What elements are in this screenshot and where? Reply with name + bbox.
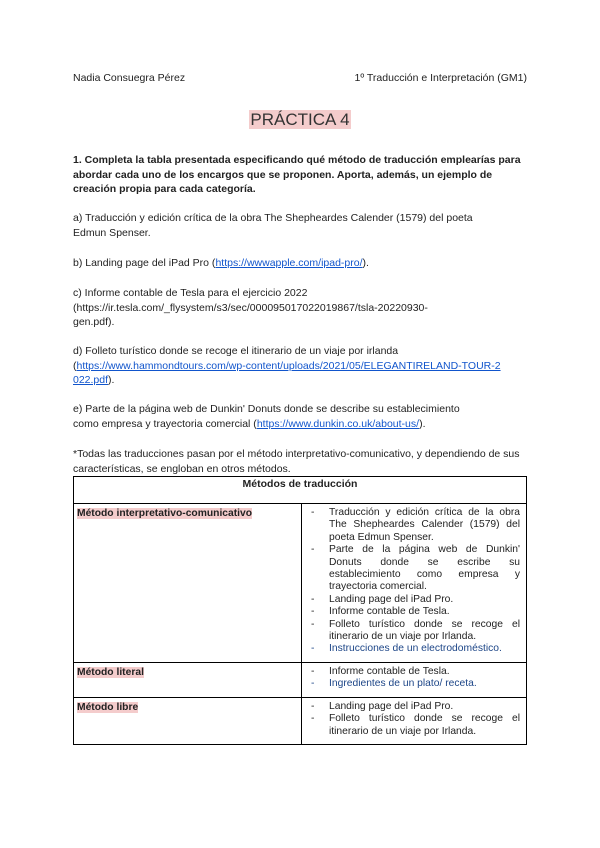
table-header: Métodos de traducción [74, 477, 527, 504]
list-item: - Landing page del iPad Pro. [308, 701, 520, 713]
item-b [73, 256, 533, 271]
method-label: Método libre [77, 701, 139, 713]
method-cell [74, 504, 302, 663]
item-e-link[interactable]: https://www.dunkin.co.uk/about-us/ [256, 417, 420, 430]
item-b-link[interactable]: https://wwwapple.com/ipad-pro/ [215, 257, 363, 269]
item-c [73, 286, 533, 330]
page-title [0, 110, 600, 130]
item-d [73, 344, 533, 388]
item-e-line1: e) Parte de la página web de Dunkin' Donuts donde se describe su establecimiento [73, 403, 460, 415]
examples-cell [302, 697, 527, 744]
item-e [73, 402, 533, 431]
table-header-row [74, 477, 527, 504]
list-item: - Instrucciones de un electrodoméstico. [308, 643, 520, 655]
item-d-open: ( [73, 359, 77, 372]
list-item: - Folleto turístico donde se recoge el itinerario de un viaje por Irlanda. [308, 619, 520, 644]
list-item: - Landing page del iPad Pro. [308, 594, 520, 606]
item-d-link-part2[interactable]: 022.pdf [73, 374, 109, 386]
list-item: - Informe contable de Tesla. [308, 666, 520, 678]
method-cell [74, 662, 302, 697]
item-b-text: b) Landing page del iPad Pro ( [73, 257, 216, 269]
header-author: Nadia Consuegra Pérez [73, 72, 186, 84]
item-d-link-part1[interactable]: https://www.hammondtours.com/wp-content/uploads/2021/05/ELEGANTIRELAND-TOUR-2 [76, 359, 501, 372]
list-item: - Traducción y edición crítica de la obra The Shepheardes Calender (1579) del poeta Edmun Spenser. [308, 507, 520, 544]
table-row [74, 662, 527, 697]
list-item: - Ingredientes de un plato/ receta. [308, 678, 520, 690]
list-item: - Parte de la página web de Dunkin' Donuts donde se escribe su establecimiento como empresa y trayectoria comercial. [308, 544, 520, 594]
list-item: - Folleto turístico donde se recoge el itinerario de un viaje por Irlanda. [308, 713, 520, 738]
item-c-line3: gen.pdf). [73, 316, 115, 328]
item-d-close: ). [108, 374, 115, 386]
list-item: - Informe contable de Tesla. [308, 606, 520, 618]
header-course: 1º Traducción e Interpretación (GM1) [354, 72, 527, 84]
examples-cell [302, 504, 527, 663]
item-a: a) Traducción y edición crítica de la obra The Shepheardes Calender (1579) del poeta Edmun Spenser. [73, 212, 473, 239]
examples-cell [302, 662, 527, 697]
item-c-line1: c) Informe contable de Tesla para el ejercicio 2022 [73, 287, 308, 299]
item-c-line2: (https://ir.tesla.com/_flysystem/s3/sec/000095017022019867/tsla-20220930- [73, 301, 428, 314]
method-label: Método interpretativo-comunicativo [77, 508, 253, 519]
table-row [74, 697, 527, 744]
item-b-end: ). [362, 257, 369, 269]
method-cell [74, 697, 302, 744]
page-title-text: PRÁCTICA 4 [250, 110, 350, 129]
table-row [74, 504, 527, 663]
question-1: 1. Completa la tabla presentada especificando qué método de traducción emplearías para abordar cada uno de los encargos que se proponen. Aporta, además, un ejemplo de creación propia para cada categoría. [73, 154, 521, 195]
item-e-text: como empresa y trayectoria comercial ( [73, 417, 257, 430]
item-e-end: ). [419, 417, 426, 430]
footnote: *Todas las traducciones pasan por el método interpretativo-comunicativo, y dependiendo de sus características, se engloban en otros métodos. [73, 448, 520, 475]
method-label: Método literal [77, 666, 144, 678]
methods-table [73, 476, 527, 745]
item-d-text: d) Folleto turístico donde se recoge el itinerario de un viaje por irlanda [73, 345, 399, 357]
